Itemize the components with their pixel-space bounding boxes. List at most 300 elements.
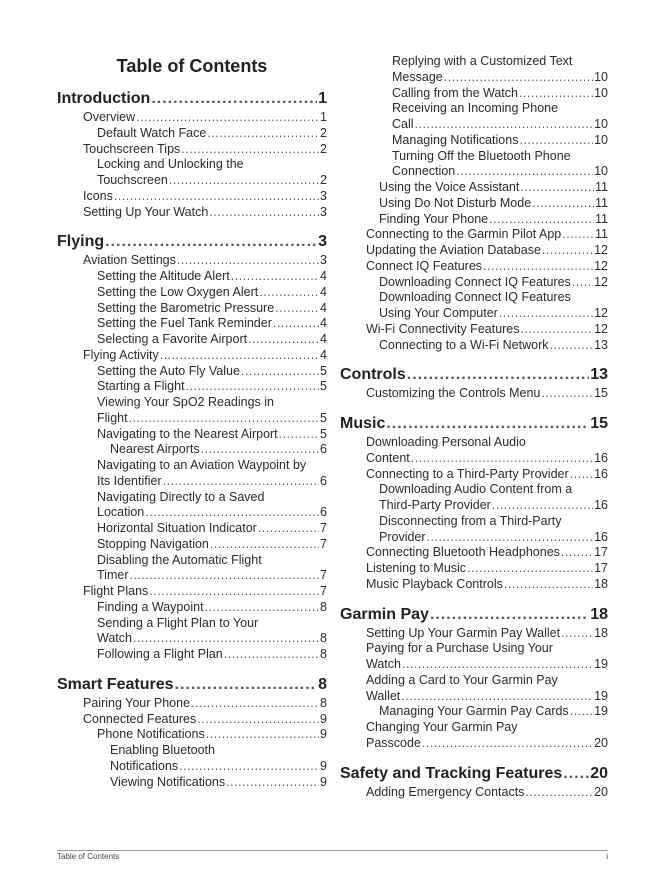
toc-entry-row xyxy=(379,275,608,291)
dot-leader xyxy=(279,427,319,443)
toc-page-number: 20 xyxy=(594,784,608,799)
toc-entry-row xyxy=(340,413,608,435)
toc-entry-link[interactable] xyxy=(57,348,327,364)
toc-entry-link[interactable] xyxy=(340,180,608,196)
toc-entry-link[interactable] xyxy=(340,577,608,593)
toc-page-number: 18 xyxy=(594,625,608,640)
dot-leader xyxy=(151,88,317,110)
toc-entry-title: Managing Notifications xyxy=(392,132,519,147)
toc-entry-link[interactable] xyxy=(57,458,327,490)
toc-page-number: 3 xyxy=(320,188,327,203)
toc-entry-link[interactable] xyxy=(340,290,608,322)
toc-page-number: 16 xyxy=(594,466,608,481)
dot-leader xyxy=(114,189,319,205)
toc-entry-link[interactable] xyxy=(57,727,327,743)
toc-page-number: 10 xyxy=(594,85,608,100)
toc-entry-row xyxy=(379,180,608,196)
toc-entry-row xyxy=(366,626,608,642)
toc-page-number: 15 xyxy=(594,386,608,401)
toc-entry-link[interactable] xyxy=(340,259,608,275)
toc-page-number: 2 xyxy=(320,125,327,140)
toc-entry-link[interactable] xyxy=(340,482,608,514)
toc-entry-title: Starting a Flight xyxy=(97,379,185,394)
toc-entry-link[interactable] xyxy=(57,126,327,142)
toc-entry-row xyxy=(379,498,608,514)
toc-page-number: 10 xyxy=(594,117,608,131)
toc-page-number: 3 xyxy=(318,233,327,251)
toc-page-number: 16 xyxy=(594,450,608,465)
toc-entry-title: Notifications xyxy=(110,758,179,773)
dot-leader xyxy=(467,561,593,577)
toc-entry-row xyxy=(57,88,327,110)
dot-leader xyxy=(205,600,320,616)
toc-entry-row xyxy=(366,243,608,259)
dot-leader xyxy=(570,704,593,720)
dot-leader xyxy=(224,647,319,663)
toc-entry-title: Viewing Your SpO2 Readings in xyxy=(97,395,274,409)
toc-entry-title: Receiving an Incoming Phone xyxy=(392,101,559,116)
toc-entry-link[interactable] xyxy=(340,514,608,546)
toc-entry-row xyxy=(97,727,327,743)
toc-entry-link[interactable] xyxy=(340,243,608,259)
toc-entry-title: Setting the Low Oxygen Alert xyxy=(97,284,259,299)
toc-entry-link[interactable] xyxy=(57,427,327,443)
toc-page-number: 7 xyxy=(320,568,327,583)
toc-entry-link[interactable] xyxy=(340,86,608,102)
toc-entry-link[interactable] xyxy=(340,322,608,338)
toc-entry-title: Provider xyxy=(379,529,426,544)
toc-entry-title: Its Identifier xyxy=(97,473,162,488)
dot-leader xyxy=(456,164,593,180)
toc-entry-link[interactable] xyxy=(340,133,608,149)
toc-entry-link[interactable] xyxy=(57,142,327,158)
toc-entry-row xyxy=(83,348,327,364)
toc-entry-link[interactable] xyxy=(57,442,327,458)
toc-entry-link[interactable] xyxy=(340,673,608,705)
toc-page-number: 4 xyxy=(320,347,327,362)
toc-entry-row xyxy=(392,117,608,133)
toc-entry-title: Listening to Music xyxy=(366,561,467,575)
toc-page-number: 4 xyxy=(320,316,327,331)
toc-entry-row xyxy=(340,364,608,386)
dot-leader xyxy=(163,474,319,490)
toc-entry-row xyxy=(379,196,608,212)
toc-entry-title: Using the Voice Assistant xyxy=(379,180,520,194)
toc-entry-row xyxy=(366,736,608,752)
dot-leader xyxy=(407,364,589,386)
toc-entry-row xyxy=(366,259,608,275)
toc-entry-row xyxy=(366,785,608,801)
dot-leader xyxy=(206,727,319,743)
toc-entry-link[interactable] xyxy=(340,338,608,354)
dot-leader xyxy=(489,212,594,228)
toc-page-number: 20 xyxy=(590,764,608,782)
toc-page-number: 9 xyxy=(320,758,327,773)
toc-page-number: 16 xyxy=(594,498,608,512)
dot-leader xyxy=(191,696,319,712)
toc-entry-row xyxy=(392,133,608,149)
toc-entry-row xyxy=(57,231,327,253)
toc-page-number: 18 xyxy=(594,576,608,591)
dot-leader xyxy=(207,126,319,142)
toc-page-number: 9 xyxy=(320,774,327,789)
toc-entry-link[interactable] xyxy=(340,626,608,642)
toc-entry-title: Touchscreen xyxy=(97,173,168,187)
dot-leader xyxy=(492,498,593,514)
toc-entry-row xyxy=(97,521,327,537)
dot-leader xyxy=(430,604,589,626)
toc-chapter-link[interactable] xyxy=(340,413,608,435)
toc-entry-title: Watch xyxy=(366,657,401,671)
dot-leader xyxy=(499,306,593,322)
toc-entry-row xyxy=(97,474,327,490)
toc-entry-title: Content xyxy=(366,450,410,465)
toc-page-number: 5 xyxy=(320,410,327,425)
toc-page-number: 17 xyxy=(594,545,608,560)
dot-leader xyxy=(241,364,319,380)
toc-entry-link[interactable] xyxy=(57,364,327,380)
toc-entry-row xyxy=(379,212,608,228)
dot-leader xyxy=(133,631,319,647)
toc-entry-title: Downloading Connect IQ Features xyxy=(379,274,571,289)
toc-entry-title: Connecting to the Garmin Pilot App xyxy=(366,227,562,242)
toc-entry-row xyxy=(83,712,327,728)
toc-entry-title: Wallet xyxy=(366,688,401,703)
toc-entry-title: Music xyxy=(340,415,386,432)
toc-entry-row xyxy=(97,631,327,647)
toc-chapter-link[interactable] xyxy=(57,674,327,696)
toc-entry-title: Navigating to the Nearest Airport xyxy=(97,426,278,441)
toc-page-number: 7 xyxy=(320,536,327,551)
toc-entry-link[interactable] xyxy=(340,196,608,212)
toc-entry-row xyxy=(366,561,608,577)
toc-entry-title: Setting Up Your Watch xyxy=(83,204,209,219)
toc-entry-row xyxy=(97,269,327,285)
toc-entry-link[interactable] xyxy=(57,379,327,395)
toc-entry-row xyxy=(97,427,327,443)
toc-entry-row xyxy=(97,364,327,380)
toc-entry-title: Overview xyxy=(83,110,136,124)
dot-leader xyxy=(129,568,319,584)
toc-entry-link[interactable] xyxy=(57,332,327,348)
toc-entry-row xyxy=(110,775,327,791)
toc-entry-title: Wi-Fi Connectivity Features xyxy=(366,321,520,336)
toc-entry-link[interactable] xyxy=(340,545,608,561)
toc-page-number: 9 xyxy=(320,711,327,726)
dot-leader xyxy=(411,451,593,467)
toc-entry-title: Managing Your Garmin Pay Cards xyxy=(379,704,569,719)
toc-entry-link[interactable] xyxy=(340,435,608,467)
toc-entry-row xyxy=(366,657,608,673)
toc-entry-title: Adding a Card to Your Garmin Pay xyxy=(366,672,558,687)
dot-leader xyxy=(231,269,319,285)
toc-entry-title: Downloading Connect IQ Features xyxy=(379,290,571,305)
toc-page-number: 20 xyxy=(594,735,608,750)
toc-entry-title: Navigating Directly to a Saved xyxy=(97,489,265,504)
toc-chapter-link[interactable] xyxy=(340,763,608,785)
toc-entry-title: Downloading Personal Audio xyxy=(366,435,526,449)
dot-leader xyxy=(169,173,319,189)
toc-entry-title: Enabling Bluetooth xyxy=(110,743,215,757)
toc-column-left xyxy=(57,88,327,790)
toc-entry-row xyxy=(83,189,327,205)
toc-entry-link[interactable] xyxy=(57,712,327,728)
toc-chapter-link[interactable] xyxy=(57,88,327,110)
toc-entry-row xyxy=(379,530,608,546)
toc-page-number: 11 xyxy=(595,195,608,210)
toc-entry-link[interactable] xyxy=(57,553,327,585)
dot-leader xyxy=(541,386,593,402)
toc-entry-link[interactable] xyxy=(57,395,327,427)
dot-leader xyxy=(273,316,319,332)
toc-entry-title: Connecting to a Wi-Fi Network xyxy=(379,337,549,352)
toc-entry-row xyxy=(97,173,327,189)
toc-page-number: 8 xyxy=(318,675,327,693)
toc-page-number: 5 xyxy=(320,363,327,378)
dot-leader xyxy=(129,411,319,427)
toc-entry-row xyxy=(97,316,327,332)
dot-leader xyxy=(483,259,593,275)
toc-entry-link[interactable] xyxy=(340,704,608,720)
toc-entry-title: Turning Off the Bluetooth Phone xyxy=(392,148,571,163)
toc-entry-title: Paying for a Purchase Using Your xyxy=(366,641,553,656)
toc-entry-title: Disabling the Automatic Flight xyxy=(97,552,262,567)
toc-page-number: 4 xyxy=(320,269,327,283)
toc-entry-row xyxy=(366,545,608,561)
toc-entry-link[interactable] xyxy=(57,600,327,616)
toc-entry-title: Flying Activity xyxy=(83,347,159,362)
toc-entry-link[interactable] xyxy=(57,743,327,775)
toc-entry-row xyxy=(83,110,327,126)
toc-entry-link[interactable] xyxy=(340,720,608,752)
toc-entry-row xyxy=(366,467,608,483)
toc-entry-title: Using Your Computer xyxy=(379,306,498,320)
toc-entry-link[interactable] xyxy=(57,269,327,285)
toc-entry-link[interactable] xyxy=(57,616,327,648)
toc-entry-row xyxy=(97,505,327,521)
dot-leader xyxy=(422,736,593,752)
toc-entry-row xyxy=(366,322,608,338)
toc-entry-title: Setting the Barometric Pressure xyxy=(97,300,275,315)
dot-leader xyxy=(105,231,317,253)
toc-entry-link[interactable] xyxy=(340,386,608,402)
toc-entry-title: Horizontal Situation Indicator xyxy=(97,521,257,535)
dot-leader xyxy=(427,530,594,546)
dot-leader xyxy=(226,775,319,791)
dot-leader xyxy=(504,577,593,593)
toc-entry-link[interactable] xyxy=(57,205,327,221)
toc-entry-link[interactable] xyxy=(340,101,608,133)
toc-entry-row xyxy=(366,451,608,467)
toc-page-number: 4 xyxy=(320,284,327,299)
toc-entry-title: Timer xyxy=(97,568,129,583)
toc-entry-link[interactable] xyxy=(57,490,327,522)
toc-entry-title: Navigating to an Aviation Waypoint by xyxy=(97,458,307,472)
toc-entry-link[interactable] xyxy=(57,301,327,317)
dot-leader xyxy=(179,759,319,775)
dot-leader xyxy=(525,785,593,801)
toc-entry-title: Locking and Unlocking the xyxy=(97,157,244,172)
toc-entry-title: Flight xyxy=(97,410,128,425)
toc-entry-link[interactable] xyxy=(340,641,608,673)
toc-entry-title: Downloading Audio Content from a xyxy=(379,482,573,497)
dot-leader xyxy=(401,689,593,705)
toc-page-number: 7 xyxy=(320,584,327,598)
toc-page-number: 18 xyxy=(590,605,608,623)
toc-page-number: 8 xyxy=(320,647,327,661)
toc-entry-title: Flying xyxy=(57,233,105,251)
toc-entry-link[interactable] xyxy=(57,584,327,600)
toc-entry-title: Introduction xyxy=(57,90,151,107)
toc-page-number: 10 xyxy=(594,164,608,179)
toc-page-number: 10 xyxy=(594,69,608,84)
toc-entry-title: Selecting a Favorite Airport xyxy=(97,332,248,346)
dot-leader xyxy=(572,275,593,291)
toc-entry-title: Icons xyxy=(83,188,113,203)
toc-page-number: 6 xyxy=(320,473,327,488)
toc-entry-link[interactable] xyxy=(57,775,327,791)
footer-page-number: i xyxy=(606,852,608,861)
toc-entry-row xyxy=(57,674,327,696)
toc-entry-title: Smart Features xyxy=(57,675,174,693)
toc-column-right xyxy=(340,54,608,800)
dot-leader xyxy=(519,133,593,149)
toc-entry-row xyxy=(110,442,327,458)
dot-leader xyxy=(177,253,319,269)
toc-entry-row xyxy=(83,142,327,158)
toc-page-number: 12 xyxy=(594,306,608,320)
toc-entry-link[interactable] xyxy=(57,537,327,553)
toc-page-number: 3 xyxy=(320,253,327,268)
dot-leader xyxy=(149,584,319,600)
toc-entry-link[interactable] xyxy=(57,521,327,537)
toc-page-number: 5 xyxy=(320,426,327,441)
toc-entry-link[interactable] xyxy=(340,54,608,86)
toc-page-number: 7 xyxy=(320,521,327,535)
dot-leader xyxy=(561,545,593,561)
dot-leader xyxy=(259,285,319,301)
toc-entry-title: Stopping Navigation xyxy=(97,536,209,551)
toc-page-number: 15 xyxy=(590,415,608,432)
dot-leader xyxy=(386,413,589,435)
toc-page-number: 2 xyxy=(320,173,327,187)
toc-entry-title: Viewing Notifications xyxy=(110,774,226,789)
toc-entry-link[interactable] xyxy=(57,647,327,663)
dot-leader xyxy=(209,205,319,221)
toc-entry-title: Setting the Fuel Tank Reminder xyxy=(97,316,272,331)
dot-leader xyxy=(415,117,594,133)
toc-page-number: 1 xyxy=(320,110,327,124)
toc-entry-link[interactable] xyxy=(57,696,327,712)
toc-entry-row xyxy=(83,205,327,221)
dot-leader xyxy=(275,301,319,317)
footer-divider xyxy=(57,850,608,851)
toc-entry-row xyxy=(97,411,327,427)
toc-page-number: 11 xyxy=(595,180,608,194)
toc-entry-row xyxy=(97,647,327,663)
toc-entry-link[interactable] xyxy=(340,467,608,483)
toc-entry-row xyxy=(83,584,327,600)
toc-entry-title: Message xyxy=(392,69,443,84)
toc-page-number: 17 xyxy=(594,561,608,575)
dot-leader xyxy=(521,322,594,338)
toc-page-number: 12 xyxy=(594,321,608,336)
toc-entry-title: Replying with a Customized Text xyxy=(392,54,573,68)
dot-leader xyxy=(197,712,319,728)
toc-entry-title: Call xyxy=(392,117,414,131)
dot-leader xyxy=(160,348,319,364)
toc-page-number: 13 xyxy=(590,366,608,384)
toc-entry-row xyxy=(392,86,608,102)
toc-entry-link[interactable] xyxy=(57,316,327,332)
dot-leader xyxy=(175,674,318,696)
toc-entry-row xyxy=(97,537,327,553)
toc-page-number: 5 xyxy=(320,379,327,394)
dot-leader xyxy=(561,626,593,642)
toc-entry-row xyxy=(83,253,327,269)
toc-entry-link[interactable] xyxy=(340,149,608,181)
toc-entry-row xyxy=(379,338,608,354)
toc-entry-title: Adding Emergency Contacts xyxy=(366,784,525,799)
toc-entry-link[interactable] xyxy=(340,561,608,577)
toc-entry-link[interactable] xyxy=(340,785,608,801)
toc-entry-title: Finding a Waypoint xyxy=(97,599,204,614)
toc-entry-link[interactable] xyxy=(57,189,327,205)
dot-leader xyxy=(402,657,593,673)
dot-leader xyxy=(444,70,593,86)
dot-leader xyxy=(563,763,589,785)
dot-leader xyxy=(136,110,319,126)
toc-entry-title: Setting the Auto Fly Value xyxy=(97,363,240,378)
toc-entry-title: Finding Your Phone xyxy=(379,211,489,226)
toc-page-number: 4 xyxy=(320,300,327,315)
toc-entry-title: Watch xyxy=(97,631,132,646)
toc-entry-link[interactable] xyxy=(57,285,327,301)
toc-page-number: 13 xyxy=(594,337,608,352)
toc-entry-title: Using Do Not Disturb Mode xyxy=(379,195,532,210)
toc-entry-title: Following a Flight Plan xyxy=(97,647,223,661)
toc-entry-link[interactable] xyxy=(57,110,327,126)
toc-entry-title: Safety and Tracking Features xyxy=(340,764,563,782)
toc-entry-link[interactable] xyxy=(57,157,327,189)
toc-entry-row xyxy=(392,164,608,180)
toc-entry-link[interactable] xyxy=(340,275,608,291)
toc-entry-row xyxy=(366,577,608,593)
toc-entry-title: Connection xyxy=(392,164,456,179)
toc-page-number: 9 xyxy=(320,727,327,742)
toc-entry-row xyxy=(340,604,608,626)
toc-page-number: 8 xyxy=(320,599,327,614)
toc-entry-link[interactable] xyxy=(340,212,608,228)
toc-page-number: 11 xyxy=(595,227,608,242)
toc-entry-title: Garmin Pay xyxy=(340,605,429,623)
toc-entry-row xyxy=(97,301,327,317)
toc-entry-link[interactable] xyxy=(57,253,327,269)
toc-entry-row xyxy=(379,704,608,720)
dot-leader xyxy=(145,505,319,521)
toc-entry-title: Nearest Airports xyxy=(110,442,200,457)
toc-chapter-link[interactable] xyxy=(340,364,608,386)
dot-leader xyxy=(258,521,319,537)
toc-chapter-link[interactable] xyxy=(57,231,327,253)
toc-page-number: 12 xyxy=(594,243,608,257)
toc-chapter-link[interactable] xyxy=(340,604,608,626)
toc-entry-link[interactable] xyxy=(340,227,608,243)
toc-entry-title: Calling from the Watch xyxy=(392,85,518,100)
page-title: Table of Contents xyxy=(116,56,268,76)
toc-entry-title: Passcode xyxy=(366,735,421,750)
toc-entry-title: Music Playback Controls xyxy=(366,576,503,591)
